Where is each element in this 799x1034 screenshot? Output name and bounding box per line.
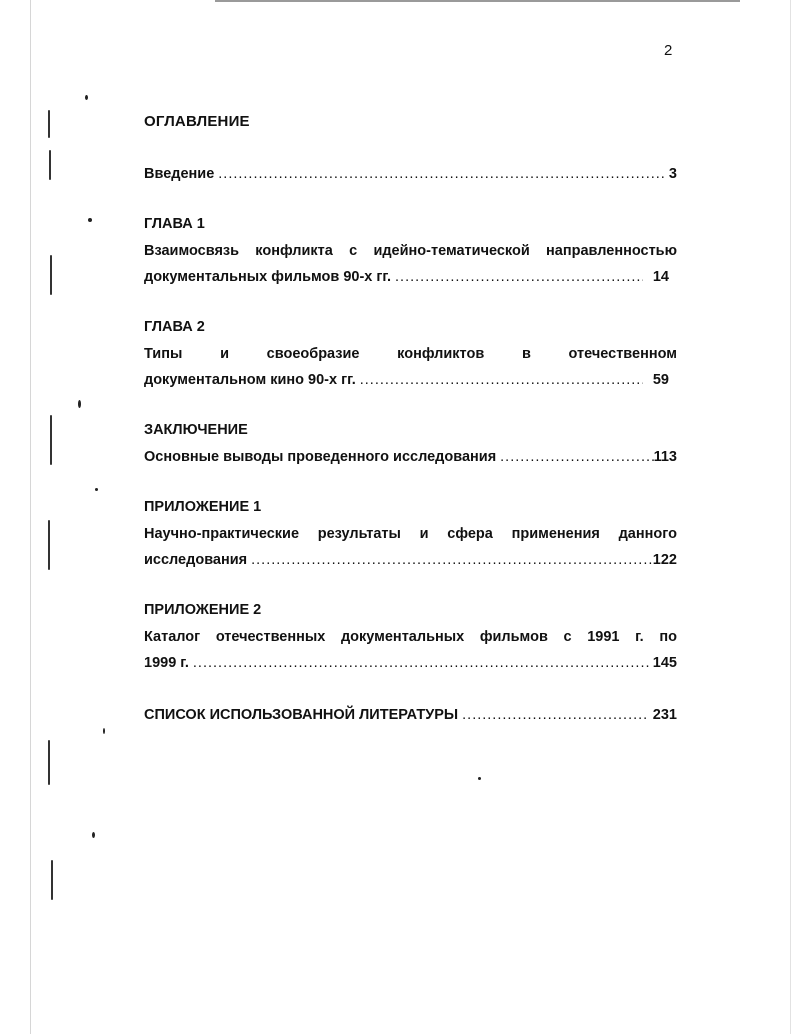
toc-entry-label: Основные выводы проведенного исследования <box>144 449 497 465</box>
dot-leader <box>218 165 665 183</box>
binding-mark <box>50 415 52 465</box>
word: с <box>349 243 358 259</box>
dot-leader <box>360 371 643 389</box>
chapter2-title-line1 <box>144 345 677 363</box>
binding-mark <box>51 860 53 900</box>
word: Научно-практические <box>144 526 300 542</box>
toc-page-number: 231 <box>652 707 677 723</box>
toc-page-number: 113 <box>653 449 677 465</box>
word: с <box>563 629 572 645</box>
word: сфера <box>447 526 493 542</box>
word: 1991 <box>587 629 620 645</box>
binding-mark <box>48 110 50 138</box>
conclusion-heading: ЗАКЛЮЧЕНИЕ <box>144 422 248 438</box>
scan-left-edge <box>30 0 31 1034</box>
appendix1-title-line1 <box>144 525 677 543</box>
word: результаты <box>317 526 401 542</box>
word: отечественном <box>568 346 677 362</box>
word: применения <box>511 526 600 542</box>
appendix1-title-line2 <box>144 551 677 569</box>
toc-page-number: 122 <box>652 552 677 568</box>
word: фильмов <box>479 629 548 645</box>
scan-right-edge <box>790 0 791 1034</box>
toc-entry-intro <box>144 165 677 183</box>
word: по <box>659 629 677 645</box>
word: в <box>521 346 531 362</box>
word: идейно-тематической <box>373 243 530 259</box>
scan-speck <box>478 777 481 780</box>
appendix2-title-line1 <box>144 628 677 646</box>
dot-leader <box>193 654 649 672</box>
binding-mark <box>50 255 52 295</box>
dot-leader <box>462 706 649 724</box>
scan-top-edge <box>215 0 740 2</box>
word: г. <box>635 629 644 645</box>
binding-mark <box>49 150 51 180</box>
chapter1-heading: ГЛАВА 1 <box>144 216 205 232</box>
toc-entry-label: документальном кино 90-х гг. <box>144 372 356 388</box>
scan-speck <box>103 728 105 734</box>
toc-entry-label: СПИСОК ИСПОЛЬЗОВАННОЙ ЛИТЕРАТУРЫ <box>144 707 459 723</box>
toc-title: ОГЛАВЛЕНИЕ <box>144 113 250 130</box>
conclusion-entry <box>144 448 677 466</box>
word: Каталог <box>144 629 201 645</box>
scan-speck <box>78 400 81 408</box>
binding-mark <box>48 740 50 785</box>
toc-page-number: 145 <box>652 655 677 671</box>
word: Типы <box>144 346 183 362</box>
page-number: 2 <box>664 42 673 59</box>
toc-entry-label: 1999 г. <box>144 655 189 671</box>
toc-entry-label: исследования <box>144 552 248 568</box>
appendix1-heading: ПРИЛОЖЕНИЕ 1 <box>144 499 262 515</box>
binding-mark <box>48 520 50 570</box>
chapter2-heading: ГЛАВА 2 <box>144 319 205 335</box>
word: конфликта <box>255 243 333 259</box>
word: Взаимосвязь <box>144 243 240 259</box>
chapter1-title-line1 <box>144 242 677 260</box>
appendix2-heading: ПРИЛОЖЕНИЕ 2 <box>144 602 262 618</box>
word: отечественных <box>215 629 326 645</box>
toc-page-number: 14 <box>652 269 669 285</box>
scan-speck <box>92 832 95 838</box>
word: своеобразие <box>266 346 360 362</box>
scan-speck <box>95 488 98 491</box>
toc-page-number: 59 <box>652 372 669 388</box>
word: конфликтов <box>397 346 485 362</box>
toc-entry-label: Введение <box>144 166 215 182</box>
word: и <box>419 526 429 542</box>
scan-speck <box>88 218 92 222</box>
word: и <box>220 346 229 362</box>
word: данного <box>618 526 677 542</box>
scan-speck <box>85 95 88 100</box>
chapter1-title-line2 <box>144 268 677 286</box>
dot-leader <box>500 448 653 466</box>
toc-page-number: 3 <box>668 166 677 182</box>
dot-leader <box>395 268 643 286</box>
word: документальных <box>340 629 465 645</box>
bibliography-entry <box>144 706 677 724</box>
dot-leader <box>251 551 653 569</box>
toc-entry-label: документальных фильмов 90-х гг. <box>144 269 392 285</box>
appendix2-title-line2 <box>144 654 677 672</box>
chapter2-title-line2 <box>144 371 677 389</box>
word: направленностью <box>546 243 677 259</box>
